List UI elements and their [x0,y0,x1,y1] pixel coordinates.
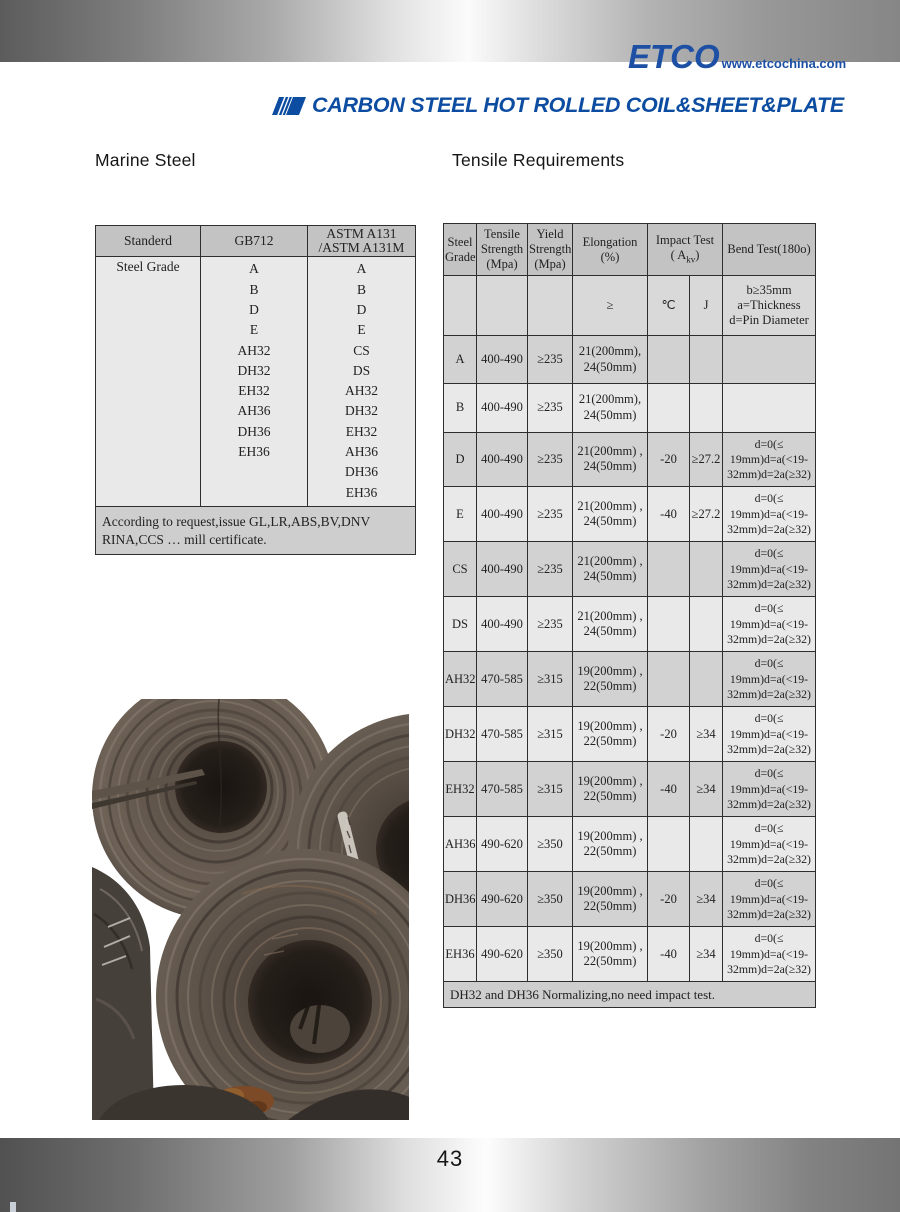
tensile-row-EH32 [444,762,816,817]
cell-tensile: 400-490 [477,597,528,652]
cell-grade: EH36 [444,927,477,982]
cell-impact_c [648,597,690,652]
tensile-table-body [444,336,816,982]
grade-value: DH36 [345,464,378,480]
cell-bend: d=0(≤ 19mm)d=a(<19-32mm)d=2a(≥32) [723,817,816,872]
logo-text: ETCO [628,38,720,75]
cell-yield: ≥350 [528,817,573,872]
grade-value: D [356,301,367,317]
cell-grade: AH36 [444,817,477,872]
cell-elongation: 21(200mm) , 24(50mm) [573,432,648,487]
cell-impact_j: ≥34 [690,927,723,982]
impact-sub: kv [686,254,696,265]
cell-yield: ≥235 [528,432,573,487]
cell-grade: DS [444,597,477,652]
tensile-row-CS [444,542,816,597]
cell-impact_j [690,652,723,707]
cell-impact_j [690,817,723,872]
marine-footnote-line-1: According to request,issue GL,LR,ABS,BV,DNV [102,513,371,529]
cell-tensile: 470-585 [477,707,528,762]
corner-mark [10,1202,16,1212]
cell-impact_c: -40 [648,927,690,982]
page-number: 43 [436,1146,464,1171]
cell-impact_c [648,336,690,384]
cell-impact_c [648,817,690,872]
cell-impact_j [690,542,723,597]
grade-value: E [357,322,366,338]
page-title: CARBON STEEL HOT ROLLED COIL&SHEET&PLATE [312,93,844,117]
cell-bend [723,384,816,432]
cell-grade: AH32 [444,652,477,707]
cell-elongation: 19(200mm) , 22(50mm) [573,872,648,927]
cell-grade: DH36 [444,872,477,927]
grade-value: DH32 [237,362,271,378]
cell-grade: DH32 [444,707,477,762]
cell-tensile: 470-585 [477,652,528,707]
cell-bend: d=0(≤ 19mm)d=a(<19-32mm)d=2a(≥32) [723,597,816,652]
tensile-header-row-2 [444,276,816,336]
cell-bend: d=0(≤ 19mm)d=a(<19-32mm)d=2a(≥32) [723,432,816,487]
grade-value: D [249,301,259,317]
cell-impact_c: -40 [648,487,690,542]
cell-impact_j [690,384,723,432]
subheader-yield-empty [528,276,573,336]
grade-value: A [356,261,367,277]
cell-bend: d=0(≤ 19mm)d=a(<19-32mm)d=2a(≥32) [723,542,816,597]
steel-coils-photo [92,699,409,1120]
tensile-row-DH36 [444,872,816,927]
cell-impact_j: ≥34 [690,707,723,762]
cell-elongation: 21(200mm) , 24(50mm) [573,597,648,652]
subheader-impact-joule: J [690,276,723,336]
cell-impact_c [648,652,690,707]
cell-elongation: 19(200mm) , 22(50mm) [573,652,648,707]
tensile-requirements-table [443,223,816,1008]
col-header-bend: Bend Test(180o) [723,224,816,276]
cell-tensile: 400-490 [477,432,528,487]
cell-bend: d=0(≤ 19mm)d=a(<19-32mm)d=2a(≥32) [723,872,816,927]
cell-elongation: 19(200mm) , 22(50mm) [573,707,648,762]
cell-bend: d=0(≤ 19mm)d=a(<19-32mm)d=2a(≥32) [723,652,816,707]
cell-yield: ≥235 [528,336,573,384]
cell-yield: ≥350 [528,872,573,927]
grade-value: B [356,281,366,297]
grade-value: AH36 [345,444,378,460]
tensile-row-EH36 [444,927,816,982]
col-header-yield: Yield Strength (Mpa) [528,224,573,276]
subheader-tensile-empty [477,276,528,336]
marine-steel-heading: Marine Steel [95,150,196,170]
impact-sub-pre: ( A [670,248,687,263]
logo [628,40,846,73]
tensile-row-D [444,432,816,487]
tensile-row-DH32 [444,707,816,762]
grade-value: E [249,322,259,338]
cell-impact_c [648,542,690,597]
cell-impact_j [690,336,723,384]
cell-grade: D [444,432,477,487]
cell-bend [723,336,816,384]
marine-header-astm: ASTM A131 /ASTM A131M [308,226,416,257]
cell-yield: ≥235 [528,597,573,652]
marine-footnote-line-2: RINA,CCS … mill certificate. [102,531,267,547]
tensile-row-DS [444,597,816,652]
cell-tensile: 400-490 [477,542,528,597]
impact-sub-post: ) [695,248,700,263]
grade-value: DS [352,362,371,378]
cell-tensile: 400-490 [477,336,528,384]
cell-yield: ≥315 [528,707,573,762]
grade-value: CS [353,342,370,358]
cell-bend: d=0(≤ 19mm)d=a(<19-32mm)d=2a(≥32) [723,927,816,982]
cell-grade: E [444,487,477,542]
grade-value: B [249,281,259,297]
grade-value: EH32 [238,383,270,399]
cell-yield: ≥235 [528,384,573,432]
cell-impact_c: -20 [648,432,690,487]
cell-tensile: 490-620 [477,872,528,927]
marine-body-row [96,257,416,507]
grade-value: AH32 [345,383,378,399]
cell-yield: ≥315 [528,652,573,707]
cell-grade: B [444,384,477,432]
cell-impact_j: ≥27.2 [690,487,723,542]
col-header-grade: Steel Grade [444,224,477,276]
grade-value: DH36 [237,423,271,439]
tensile-row-AH32 [444,652,816,707]
cell-impact_j: ≥34 [690,872,723,927]
cell-impact_c: -20 [648,872,690,927]
cell-tensile: 400-490 [477,487,528,542]
bend-note-line-3: d=Pin Diameter [729,313,809,327]
marine-header-row [96,226,416,257]
grade-value: EH36 [238,444,270,460]
grade-value: A [249,261,259,277]
cell-impact_j [690,597,723,652]
subheader-elongation-min: ≥ [573,276,648,336]
cell-impact_j: ≥27.2 [690,432,723,487]
tensile-header-row-1 [444,224,816,276]
tensile-row-AH36 [444,817,816,872]
logo-url: www.etcochina.com [721,56,847,71]
cell-elongation: 21(200mm) , 24(50mm) [573,487,648,542]
gb712-grades [201,257,308,507]
tensile-footnote: DH32 and DH36 Normalizing,no need impact test. [444,982,816,1008]
col-header-tensile: Tensile Strength (Mpa) [477,224,528,276]
cell-tensile: 490-620 [477,927,528,982]
cell-elongation: 21(200mm) , 24(50mm) [573,542,648,597]
tensile-footnote-row [444,982,816,1008]
grade-value: AH36 [237,403,271,419]
astm-grades [308,257,416,507]
impact-test-symbol [649,248,721,265]
subheader-bend-note [723,276,816,336]
cell-elongation: 19(200mm) , 22(50mm) [573,762,648,817]
grade-value: EH32 [345,423,378,439]
bend-note-line-2: a=Thickness [737,298,801,312]
cell-elongation: 19(200mm) , 22(50mm) [573,817,648,872]
subheader-impact-celsius: ℃ [648,276,690,336]
cell-bend: d=0(≤ 19mm)d=a(<19-32mm)d=2a(≥32) [723,707,816,762]
cell-grade: EH32 [444,762,477,817]
cell-tensile: 400-490 [477,384,528,432]
cell-yield: ≥235 [528,542,573,597]
cell-yield: ≥235 [528,487,573,542]
cell-yield: ≥350 [528,927,573,982]
cell-tensile: 490-620 [477,817,528,872]
tensile-row-E [444,487,816,542]
marine-steel-table [95,225,416,555]
cell-bend: d=0(≤ 19mm)d=a(<19-32mm)d=2a(≥32) [723,762,816,817]
marine-footnote-row [96,507,416,555]
cell-grade: A [444,336,477,384]
cell-bend: d=0(≤ 19mm)d=a(<19-32mm)d=2a(≥32) [723,487,816,542]
cell-elongation: 19(200mm) , 22(50mm) [573,927,648,982]
stripes-icon [264,95,306,117]
tensile-row-B [444,384,816,432]
grade-value: DH32 [345,403,378,419]
cell-elongation: 21(200mm), 24(50mm) [573,336,648,384]
tensile-row-A [444,336,816,384]
grade-value: AH32 [237,342,271,358]
cell-impact_c: -40 [648,762,690,817]
cell-impact_c: -20 [648,707,690,762]
bend-note-line-1: b≥35mm [746,283,792,297]
tensile-requirements-heading: Tensile Requirements [452,150,625,170]
marine-row-label: Steel Grade [96,257,201,507]
col-header-impact [648,224,723,276]
cell-yield: ≥315 [528,762,573,817]
title-row [264,93,844,118]
cell-tensile: 470-585 [477,762,528,817]
subheader-grade-empty [444,276,477,336]
marine-header-gb712: GB712 [201,226,308,257]
grade-value: EH36 [345,484,378,500]
cell-elongation: 21(200mm), 24(50mm) [573,384,648,432]
marine-header-standerd: Standerd [96,226,201,257]
steel-coils-illustration [92,699,409,1120]
cell-impact_c [648,384,690,432]
cell-grade: CS [444,542,477,597]
col-header-elongation: Elongation (%) [573,224,648,276]
cell-impact_j: ≥34 [690,762,723,817]
impact-test-label: Impact Test [655,233,715,248]
marine-footnote [96,507,416,555]
